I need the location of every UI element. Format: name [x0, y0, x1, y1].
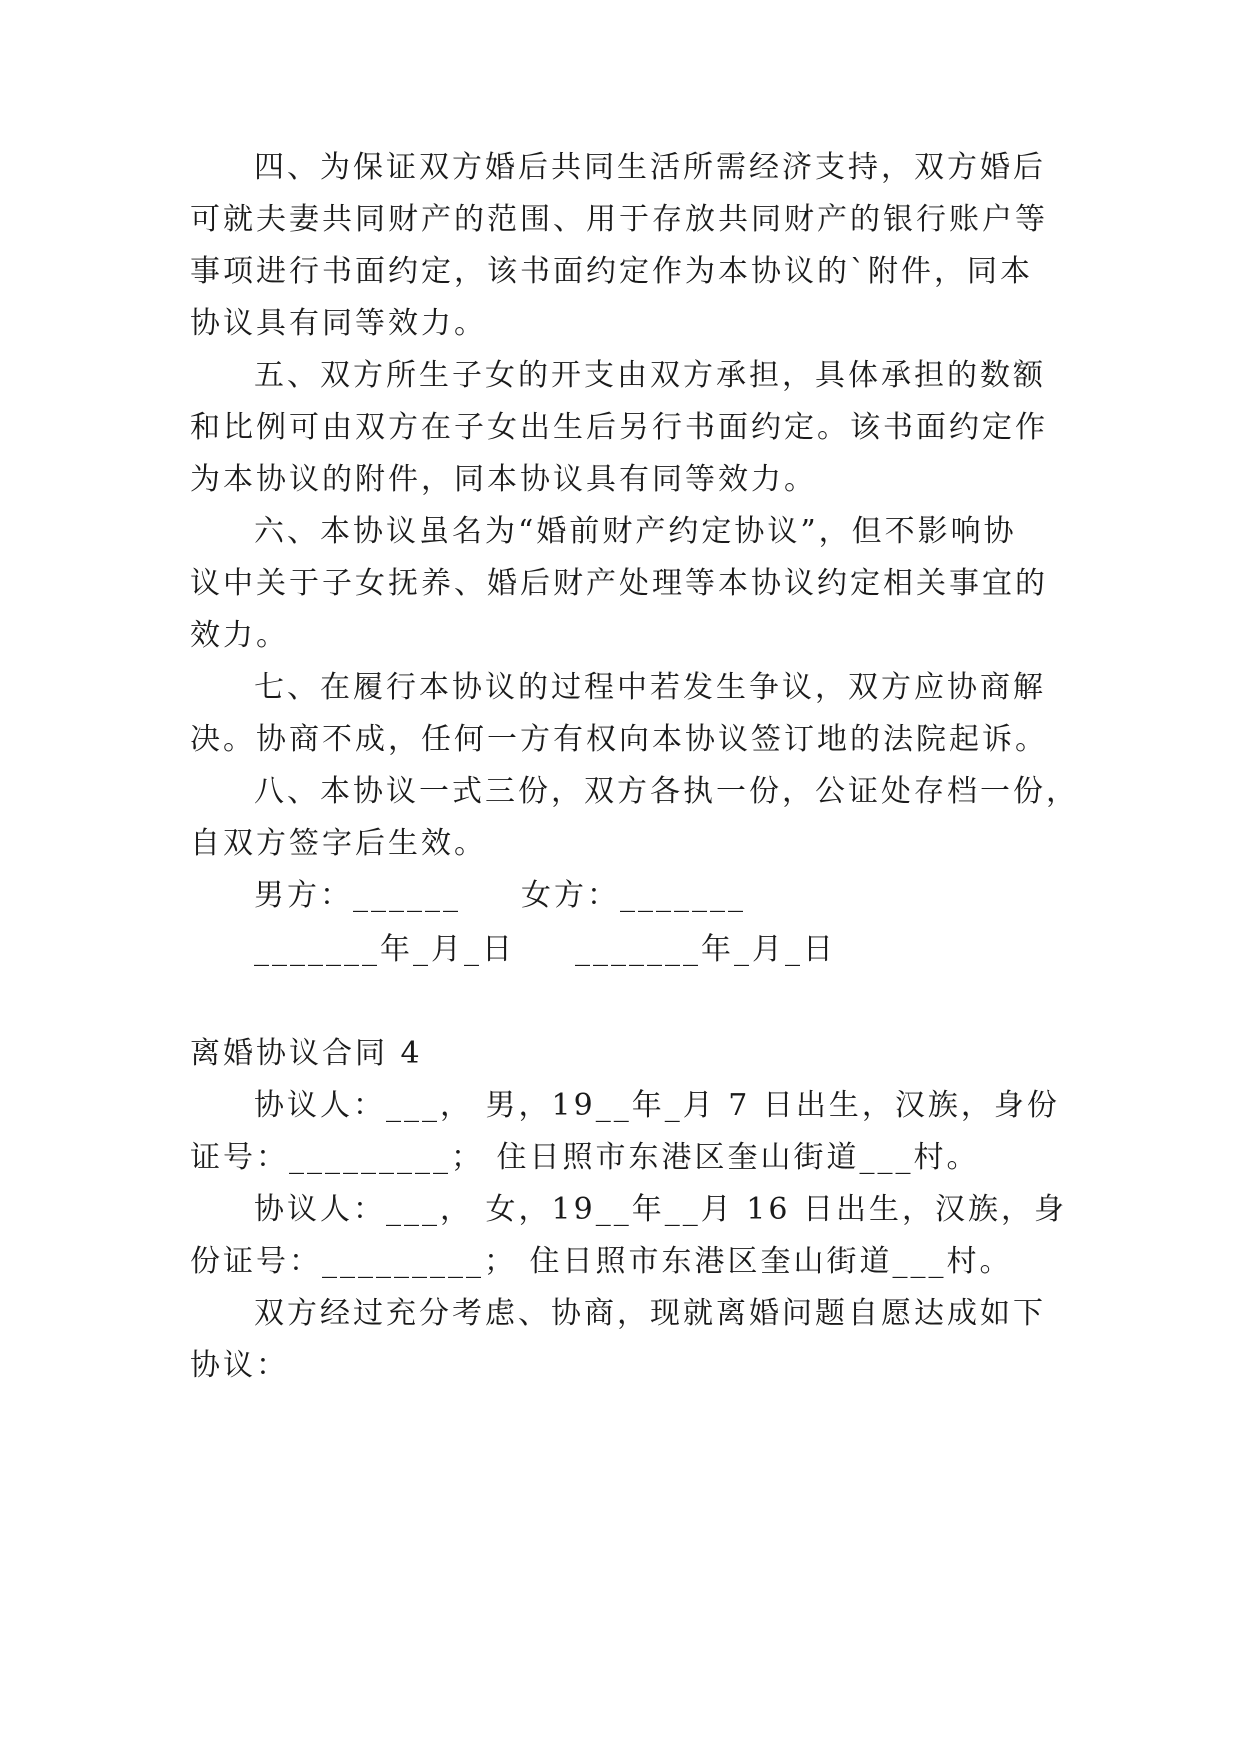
paragraph-7-line-1: 七、在履行本协议的过程中若发生争议，双方应协商解 — [254, 670, 1046, 705]
signature-line — [0, 878, 1241, 914]
paragraph-6-line-1: 六、本协议虽名为“婚前财产约定协议”，但不影响协 — [254, 514, 1017, 549]
paragraph-5-line-2: 和比例可由双方在子女出生后另行书面约定。该书面约定作 — [190, 410, 1048, 445]
paragraph-8-line-1: 八、本协议一式三份，双方各执一份，公证处存档一份， — [254, 774, 1079, 809]
paragraph-5-line-1: 五、双方所生子女的开支由双方承担，具体承担的数额 — [254, 358, 1046, 393]
female-signature: 女方：_______ — [521, 878, 746, 913]
party-1-line-1: 协议人：___， 男，19__年_月 7 日出生，汉族，身份 — [254, 1088, 1060, 1123]
party-1-line-2: 证号：_________； 住日照市东港区奎山街道___村。 — [190, 1140, 980, 1175]
party-2-line-2: 份证号：_________； 住日照市东港区奎山街道___村。 — [190, 1244, 1013, 1279]
paragraph-5-line-3: 为本协议的附件，同本协议具有同等效力。 — [190, 462, 817, 497]
paragraph-8-line-2: 自双方签字后生效。 — [190, 826, 487, 861]
section-title: 离婚协议合同 4 — [190, 1036, 423, 1071]
paragraph-4-line-1: 四、为保证双方婚后共同生活所需经济支持，双方婚后 — [254, 150, 1046, 185]
paragraph-6-line-2: 议中关于子女抚养、婚后财产处理等本协议约定相关事宜的 — [190, 566, 1048, 601]
paragraph-6-line-3: 效力。 — [190, 618, 289, 653]
date-line — [0, 932, 1241, 968]
party-2-line-1: 协议人：___， 女，19__年__月 16 日出生，汉族，身 — [254, 1192, 1067, 1227]
male-date: _______年_月_日 — [254, 932, 515, 967]
paragraph-7-line-2: 决。协商不成，任何一方有权向本协议签订地的法院起诉。 — [190, 722, 1048, 757]
paragraph-4-line-3: 事项进行书面约定，该书面约定作为本协议的`附件，同本 — [190, 254, 1033, 289]
paragraph-4-line-2: 可就夫妻共同财产的范围、用于存放共同财产的银行账户等 — [190, 202, 1048, 237]
male-signature: 男方：______ — [254, 878, 461, 913]
agreement-intro-line-1: 双方经过充分考虑、协商，现就离婚问题自愿达成如下 — [254, 1296, 1046, 1331]
paragraph-4-line-4: 协议具有同等效力。 — [190, 306, 487, 341]
agreement-intro-line-2: 协议： — [190, 1348, 289, 1383]
female-date: _______年_月_日 — [575, 932, 836, 967]
